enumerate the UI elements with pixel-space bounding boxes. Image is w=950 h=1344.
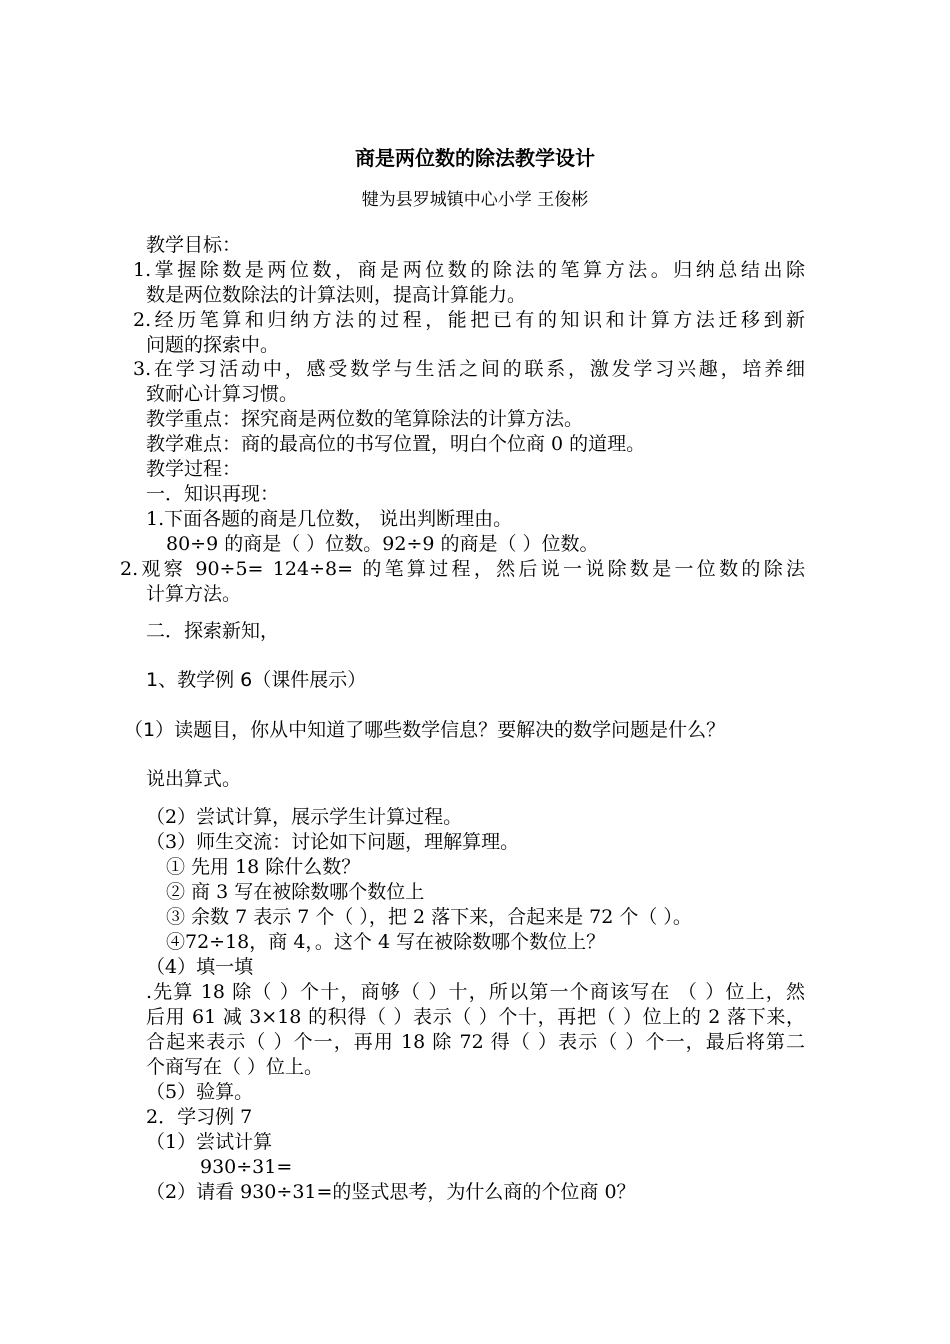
text-line: 个商写在（ ）位上。 [146, 1056, 324, 1078]
text-line: 教学重点：探究商是两位数的笔算除法的计算方法。 [146, 408, 584, 430]
text-line: （1）读题目，你从中知道了哪些数学信息？要解决的数学问题是什么？ [124, 719, 726, 741]
document-author: 犍为县罗城镇中心小学 王俊彬 [361, 190, 589, 210]
text-line: ④72÷18，商 4，。这个 4 写在被除数哪个数位上？ [166, 931, 606, 953]
text-line: .先算 18 除（ ）个十，商够（ ）十，所以第一个商该写在 （ ）位上，然 [146, 981, 805, 1003]
text-line: 计算方法。 [146, 583, 242, 605]
text-line: 问题的探索中。 [146, 334, 280, 356]
document-title: 商是两位数的除法教学设计 [355, 146, 595, 170]
text-line: （5）验算。 [146, 1081, 254, 1103]
text-line: 教学过程： [146, 458, 242, 480]
text-line: 2.观察 90÷5= 124÷8= 的笔算过程，然后说一说除数是一位数的除法 [120, 558, 805, 580]
text-line: 80÷9 的商是（ ）位数。92÷9 的商是（ ）位数。 [166, 533, 599, 555]
text-line: （1）尝试计算 [146, 1131, 273, 1153]
text-line: 教学目标： [146, 234, 242, 256]
section-heading: 1、教学例 6（课件展示） [146, 669, 367, 691]
text-line: 1.下面各题的商是几位数， 说出判断理由。 [146, 508, 513, 530]
text-line: 2.经历笔算和归纳方法的过程，能把已有的知识和计算方法迁移到新 [133, 309, 805, 331]
text-line: 数是两位数除法的计算法则，提高计算能力。 [146, 284, 527, 306]
text-line: 合起来表示（ ）个一，再用 18 除 72 得（ ）表示（ ）个一，最后将第二 [146, 1031, 805, 1053]
text-line: 致耐心计算习惯。 [146, 383, 299, 405]
text-line: 2．学习例 7 [146, 1106, 253, 1128]
text-line: （4）填一填 [146, 956, 254, 978]
text-line: （3）师生交流：讨论如下问题，理解算理。 [146, 831, 520, 853]
text-line: ② 商 3 写在被除数哪个数位上 [166, 881, 425, 903]
text-line: 说出算式。 [146, 768, 242, 790]
section-heading: 二．探索新知， [146, 620, 280, 642]
text-line: （2）请看 930÷31=的竖式思考，为什么商的个位商 0？ [146, 1181, 636, 1203]
text-line: 后用 61 减 3×18 的积得（ ）表示（ ）个十，再把（ ）位上的 2 落下来， [146, 1006, 805, 1028]
text-line: 一．知识再现： [146, 483, 280, 505]
text-line: 教学难点：商的最高位的书写位置，明白个位商 0 的道理。 [146, 433, 646, 455]
text-line: 1.掌握除数是两位数，商是两位数的除法的笔算方法。归纳总结出除 [133, 259, 805, 281]
text-line: 3.在学习活动中，感受数学与生活之间的联系，激发学习兴趣，培养细 [133, 358, 805, 380]
text-line: ③ 余数 7 表示 7 个（ ），把 2 落下来，合起来是 72 个（ ）。 [166, 906, 692, 928]
text-line: （2）尝试计算，展示学生计算过程。 [146, 806, 463, 828]
text-line: ① 先用 18 除什么数？ [166, 856, 361, 878]
text-line: 930÷31= [200, 1156, 293, 1178]
